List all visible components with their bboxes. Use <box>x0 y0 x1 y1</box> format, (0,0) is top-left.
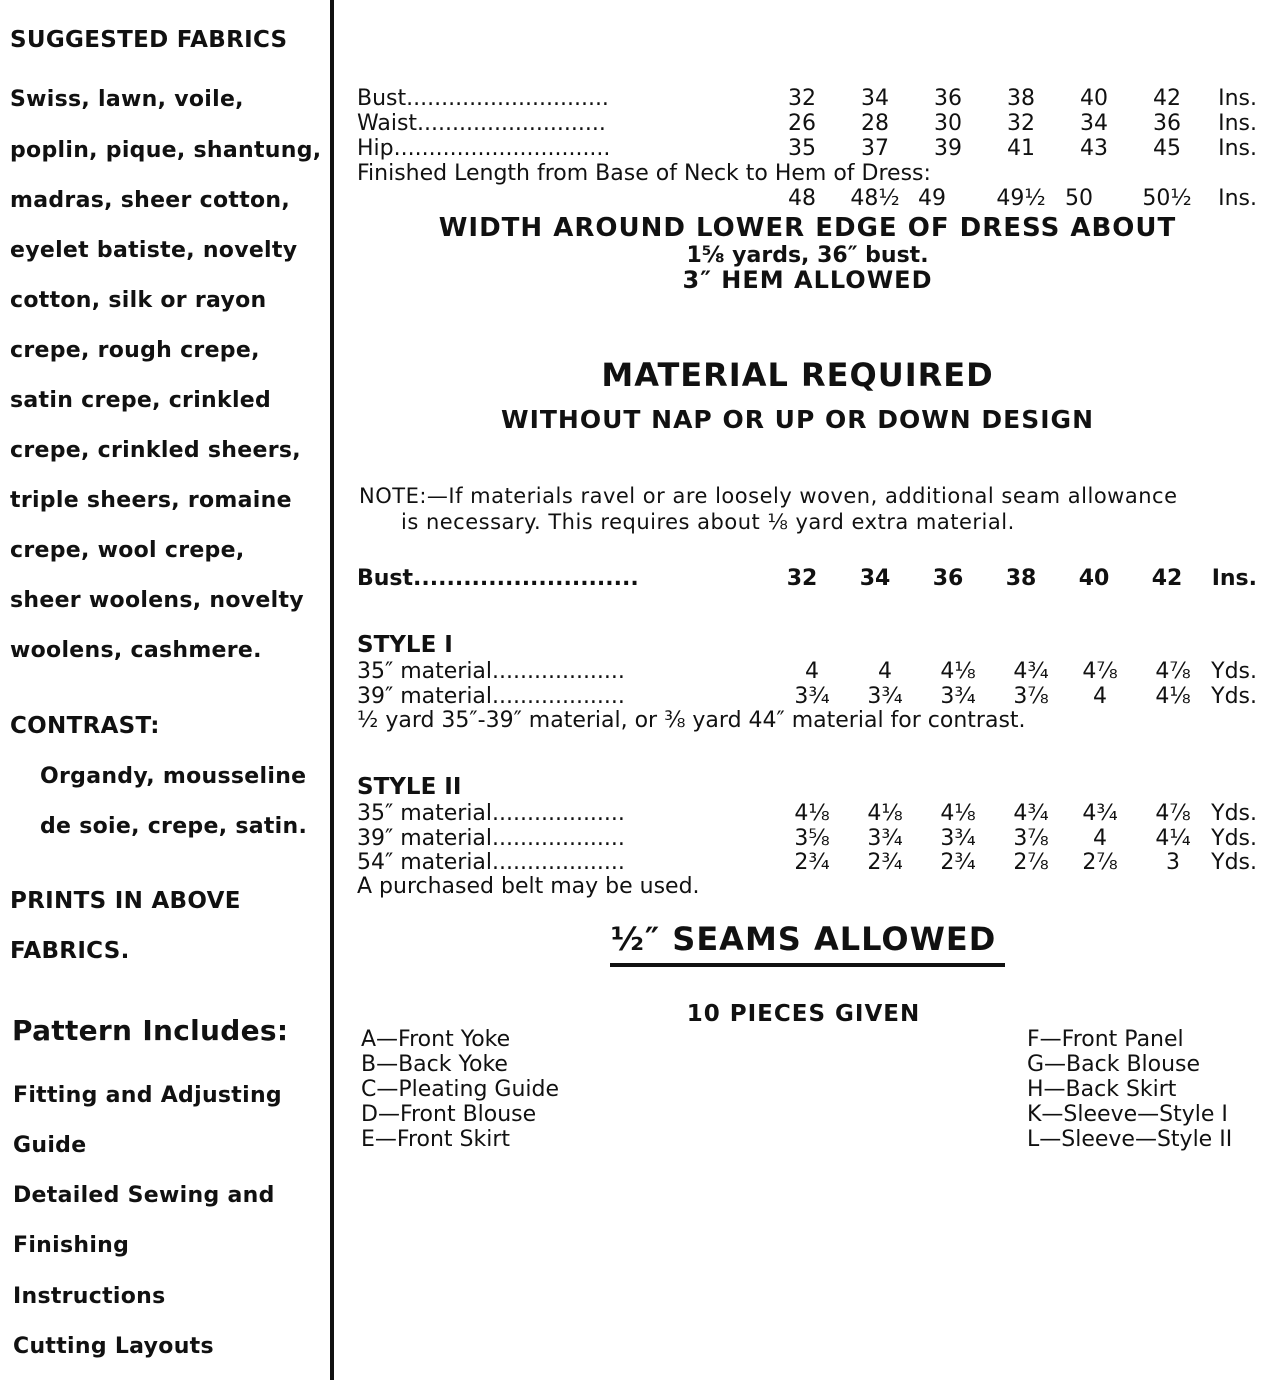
length-value: 50½ <box>1142 186 1192 211</box>
piece-item: K—Sleeve—Style I <box>1027 1102 1228 1127</box>
yardage-value: 4⅞ <box>1082 659 1118 684</box>
pattern-includes-title: Pattern Includes: <box>12 1014 289 1047</box>
row-label: Bust........................... <box>357 566 639 591</box>
size-value: 30 <box>934 111 962 136</box>
size-value: 28 <box>861 111 889 136</box>
style2-row <box>357 826 1257 852</box>
size-value: 40 <box>1078 566 1110 591</box>
yardage-value: 4¾ <box>1013 659 1049 684</box>
piece-item: G—Back Blouse <box>1027 1052 1201 1077</box>
unit-label: Ins. <box>1218 86 1257 111</box>
yardage-value: 4⅞ <box>1155 801 1191 826</box>
style1-title: STYLE I <box>357 632 453 658</box>
material-title: MATERIAL REQUIRED <box>601 356 994 394</box>
row-label: Bust............................. <box>357 86 609 111</box>
length-value: 49½ <box>996 186 1046 211</box>
size-value: 41 <box>1007 136 1035 161</box>
yardage-value: 2¾ <box>940 850 976 875</box>
seams-title: ½″ SEAMS ALLOWED <box>610 920 997 958</box>
yardage-value: 2¾ <box>794 850 830 875</box>
yardage-value: 4⅛ <box>940 801 976 826</box>
belt-note: A purchased belt may be used. <box>357 874 700 899</box>
yardage-value: 4 <box>1093 684 1107 709</box>
width-value: 1⅝ yards, 36″ bust. <box>686 243 929 268</box>
yardage-value: 4 <box>878 659 892 684</box>
finished-length-row <box>357 186 1257 212</box>
size-value: 38 <box>1007 86 1035 111</box>
size-value: 43 <box>1080 136 1108 161</box>
yardage-value: 3⅝ <box>794 826 830 851</box>
size-value: 34 <box>1080 111 1108 136</box>
row-label: 35″ material................... <box>357 659 625 684</box>
measurement-row-hip <box>357 136 1257 162</box>
yardage-value: 3 <box>1166 850 1180 875</box>
style2-title: STYLE II <box>357 774 462 800</box>
pattern-line: Cutting Layouts <box>13 1334 214 1359</box>
unit-label: Yds. <box>1211 801 1257 826</box>
fabric-line: triple sheers, romaine <box>10 488 292 513</box>
unit-label: Ins. <box>1218 186 1257 211</box>
size-value: 42 <box>1151 566 1183 591</box>
style1-row <box>357 684 1257 710</box>
yardage-value: 3¾ <box>867 826 903 851</box>
pattern-details <box>335 0 1280 1380</box>
fabric-line: Swiss, lawn, voile, <box>10 87 244 112</box>
prints-line: FABRICS. <box>10 938 130 964</box>
fabric-line: sheer woolens, novelty <box>10 588 304 613</box>
fabric-line: woolens, cashmere. <box>10 638 262 663</box>
vertical-divider <box>330 0 334 1380</box>
row-label: 54″ material................... <box>357 850 625 875</box>
contrast-line: Organdy, mousseline <box>40 764 307 789</box>
unit-label: Ins. <box>1218 111 1257 136</box>
contrast-note: ½ yard 35″-39″ material, or ⅜ yard 44″ material for contrast. <box>357 708 1026 733</box>
piece-item: H—Back Skirt <box>1027 1077 1177 1102</box>
contrast-line: de soie, crepe, satin. <box>40 814 308 839</box>
pieces-title: 10 PIECES GIVEN <box>686 1001 921 1027</box>
yardage-value: 4¾ <box>1013 801 1049 826</box>
prints-line: PRINTS IN ABOVE <box>10 888 241 914</box>
unit-label: Yds. <box>1211 659 1257 684</box>
length-value: 48½ <box>850 186 900 211</box>
yardage-value: 4⅛ <box>940 659 976 684</box>
fabrics-title: SUGGESTED FABRICS <box>10 27 288 53</box>
yardage-value: 3¾ <box>867 684 903 709</box>
yardage-value: 4⅛ <box>1155 684 1191 709</box>
material-subtitle: WITHOUT NAP OR UP OR DOWN DESIGN <box>501 405 1094 434</box>
size-value: 34 <box>859 566 891 591</box>
yardage-value: 3¾ <box>940 684 976 709</box>
piece-item: E—Front Skirt <box>361 1127 511 1152</box>
piece-item: C—Pleating Guide <box>361 1077 559 1102</box>
unit-label: Yds. <box>1211 850 1257 875</box>
unit-label: Ins. <box>1218 136 1257 161</box>
size-value: 32 <box>1007 111 1035 136</box>
length-value: 50 <box>1065 186 1093 211</box>
style1-row <box>357 659 1257 685</box>
size-value: 36 <box>932 566 964 591</box>
fabric-line: crepe, crinkled sheers, <box>10 438 301 463</box>
fabric-line: poplin, pique, shantung, <box>10 138 322 163</box>
pattern-line: Detailed Sewing and <box>13 1183 275 1208</box>
hem-allowed: 3″ HEM ALLOWED <box>682 266 933 294</box>
unit-label: Yds. <box>1211 826 1257 851</box>
contrast-title: CONTRAST: <box>10 713 160 739</box>
yardage-value: 2⅞ <box>1082 850 1118 875</box>
piece-item: A—Front Yoke <box>361 1027 511 1052</box>
row-label: 39″ material................... <box>357 684 625 709</box>
yardage-value: 4¾ <box>1082 801 1118 826</box>
fabric-line: crepe, rough crepe, <box>10 338 260 363</box>
piece-item: L—Sleeve—Style II <box>1027 1127 1233 1152</box>
yardage-value: 4 <box>1093 826 1107 851</box>
length-value: 49 <box>918 186 946 211</box>
finished-length-label: Finished Length from Base of Neck to Hem of Dress: <box>357 161 931 186</box>
size-value: 32 <box>786 566 818 591</box>
size-value: 32 <box>788 86 816 111</box>
size-value: 34 <box>861 86 889 111</box>
yardage-value: 3⅞ <box>1013 826 1049 851</box>
pattern-line: Finishing <box>13 1233 130 1258</box>
fabric-line: satin crepe, crinkled <box>10 388 272 413</box>
size-value: 38 <box>1005 566 1037 591</box>
yardage-value: 4⅛ <box>867 801 903 826</box>
yardage-value: 3⅞ <box>1013 684 1049 709</box>
length-value: 48 <box>788 186 816 211</box>
style2-row <box>357 850 1257 876</box>
size-value: 35 <box>788 136 816 161</box>
yardage-value: 2¾ <box>867 850 903 875</box>
size-value: 45 <box>1153 136 1181 161</box>
suggested-fabrics-panel <box>0 0 330 1380</box>
yardage-value: 2⅞ <box>1013 850 1049 875</box>
style2-row <box>357 801 1257 827</box>
yardage-value: 4¼ <box>1155 826 1191 851</box>
yardage-value: 3¾ <box>940 826 976 851</box>
yardage-value: 3¾ <box>794 684 830 709</box>
piece-item: B—Back Yoke <box>361 1052 508 1077</box>
yardage-value: 4⅛ <box>794 801 830 826</box>
size-value: 26 <box>788 111 816 136</box>
unit-label: Ins. <box>1211 566 1257 591</box>
row-label: 39″ material................... <box>357 826 625 851</box>
piece-item: F—Front Panel <box>1027 1027 1184 1052</box>
seams-underline <box>610 963 1005 967</box>
piece-item: D—Front Blouse <box>361 1102 537 1127</box>
pattern-line: Fitting and Adjusting <box>13 1083 282 1108</box>
pattern-line: Instructions <box>13 1284 166 1309</box>
row-label: Waist........................... <box>357 111 606 136</box>
note-line: is necessary. This requires about ⅛ yard extra material. <box>401 510 1015 534</box>
width-heading: WIDTH AROUND LOWER EDGE OF DRESS ABOUT <box>438 213 1177 243</box>
size-value: 40 <box>1080 86 1108 111</box>
fabric-line: crepe, wool crepe, <box>10 538 245 563</box>
fabric-line: eyelet batiste, novelty <box>10 238 298 263</box>
measurement-row-bust <box>357 86 1257 112</box>
size-value: 39 <box>934 136 962 161</box>
row-label: Hip............................... <box>357 136 611 161</box>
material-bust-row <box>357 566 1257 592</box>
size-value: 42 <box>1153 86 1181 111</box>
fabric-line: madras, sheer cotton, <box>10 188 291 213</box>
size-value: 36 <box>1153 111 1181 136</box>
note-line: NOTE:—If materials ravel or are loosely woven, additional seam allowance <box>359 484 1178 508</box>
row-label: 35″ material................... <box>357 801 625 826</box>
yardage-value: 4 <box>805 659 819 684</box>
fabric-line: cotton, silk or rayon <box>10 288 267 313</box>
pattern-line: Guide <box>13 1133 87 1158</box>
measurement-row-waist <box>357 111 1257 137</box>
size-value: 36 <box>934 86 962 111</box>
yardage-value: 4⅞ <box>1155 659 1191 684</box>
unit-label: Yds. <box>1211 684 1257 709</box>
size-value: 37 <box>861 136 889 161</box>
